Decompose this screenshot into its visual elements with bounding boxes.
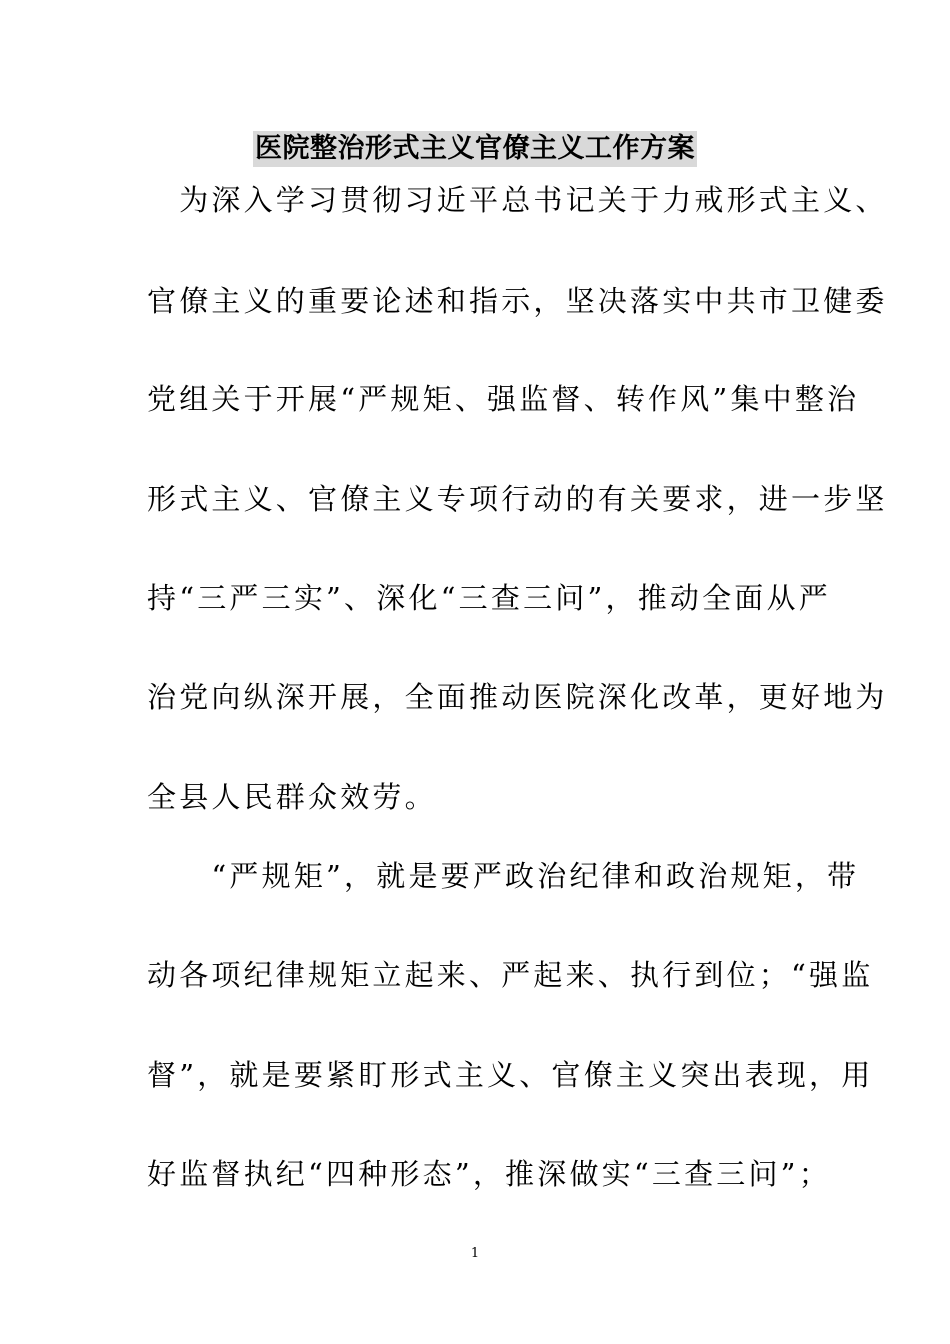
body-line: 好监督执纪“四种形态”，推深做实“三查三问”； (147, 1157, 831, 1191)
body-line: 形式主义、官僚主义专项行动的有关要求，进一步坚 (147, 482, 888, 516)
body-line: 动各项纪律规矩立起来、严起来、执行到位；“强监 (147, 958, 874, 992)
title-block (0, 131, 950, 167)
body-line: 全县人民群众效劳。 (147, 780, 437, 814)
body-line: 为深入学习贯彻习近平总书记关于力戒形式主义、 (147, 183, 888, 217)
body-line: 持“三严三实”、深化“三查三问”，推动全面从严 (147, 581, 831, 615)
body-line: “严规矩”，就是要严政治纪律和政治规矩，带 (147, 859, 860, 893)
body-line: 党组关于开展“严规矩、强监督、转作风”集中整治 (147, 382, 860, 416)
body-line: 官僚主义的重要论述和指示，坚决落实中共市卫健委 (147, 284, 888, 318)
page-number: 1 (470, 1246, 480, 1261)
body-line: 督”，就是要紧盯形式主义、官僚主义突出表现，用 (147, 1058, 874, 1092)
document-title: 医院整治形式主义官僚主义工作方案 (253, 131, 697, 167)
body-line: 治党向纵深开展，全面推动医院深化改革，更好地为 (147, 680, 888, 714)
